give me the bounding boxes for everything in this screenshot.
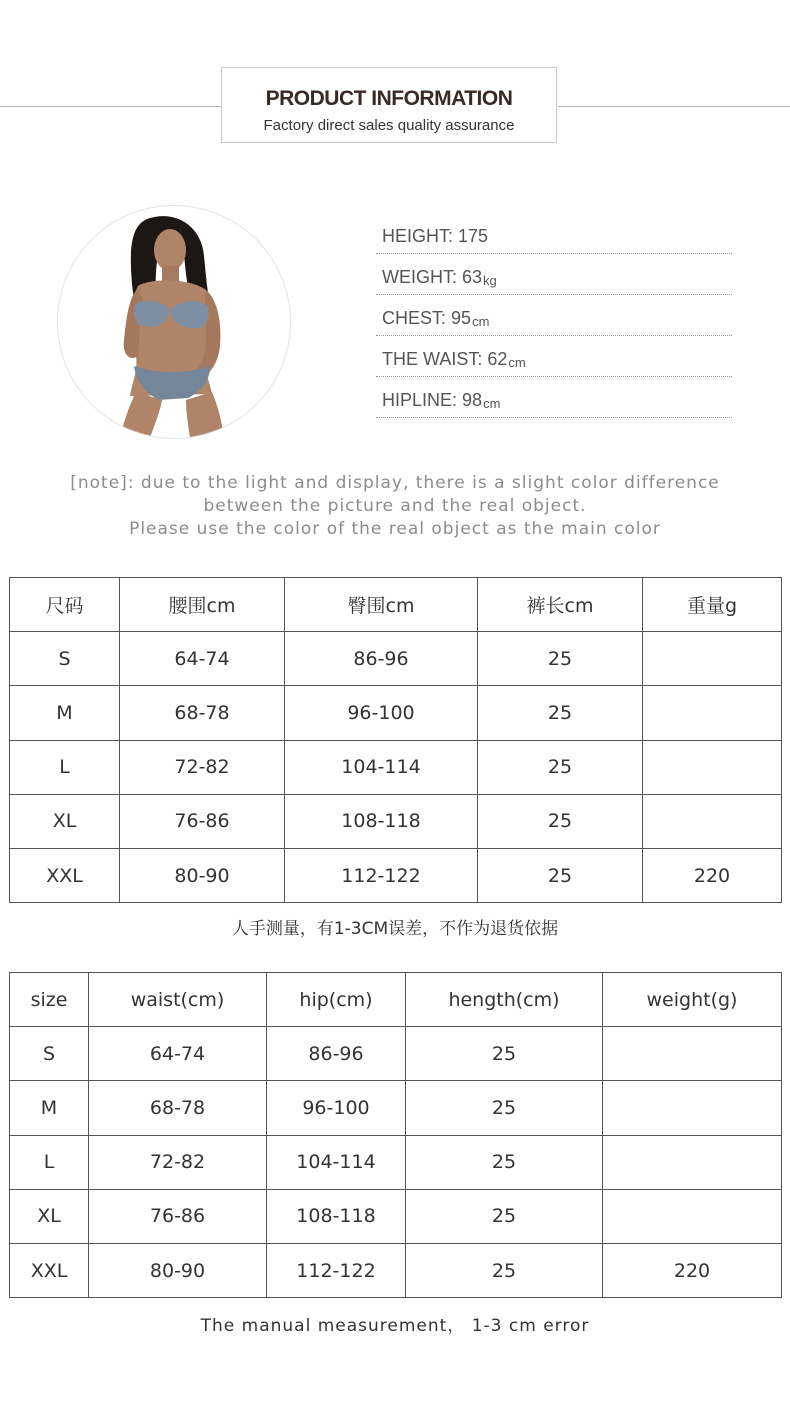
- stat-value: 98: [462, 390, 483, 410]
- header-cell: size: [10, 973, 89, 1027]
- table-cell: XXL: [10, 848, 120, 902]
- table-cell: 25: [406, 1189, 603, 1243]
- table-cell: 64-74: [120, 632, 285, 686]
- stat-label: HEIGHT:: [382, 226, 454, 246]
- table-cell: 25: [406, 1027, 603, 1081]
- note-line: [note]: due to the light and display, there is a slight color difference: [70, 473, 720, 493]
- page-title: PRODUCT INFORMATION: [265, 87, 513, 110]
- table-cell: 86-96: [267, 1027, 406, 1081]
- table-cell: [643, 740, 782, 794]
- table-cell: 104-114: [267, 1135, 406, 1189]
- table-cell: XL: [10, 794, 120, 848]
- header-cell: 重量g: [643, 578, 782, 632]
- table-cell: 76-86: [120, 794, 285, 848]
- table-row: [10, 1135, 782, 1189]
- table-cell: [603, 1135, 782, 1189]
- stat-label: WEIGHT:: [382, 267, 457, 287]
- stat-unit: cm: [472, 314, 490, 329]
- table-cell: 220: [643, 848, 782, 902]
- table-cell: 96-100: [267, 1081, 406, 1135]
- table-cell: 64-74: [89, 1027, 267, 1081]
- note-line: Please use the color of the real object as the main color: [129, 519, 661, 539]
- table-cell: M: [10, 686, 120, 740]
- header-divider-left: [0, 106, 222, 107]
- table-cell: [603, 1189, 782, 1243]
- table-cell: 80-90: [120, 848, 285, 902]
- header-cell: 裤长cm: [478, 578, 643, 632]
- table-cell: 108-118: [285, 794, 478, 848]
- table-cell: S: [10, 632, 120, 686]
- table-cell: [603, 1027, 782, 1081]
- model-stats: [376, 213, 732, 418]
- stat-label: HIPLINE:: [382, 390, 458, 410]
- table-cell: XXL: [10, 1243, 89, 1297]
- table-cell: 112-122: [267, 1243, 406, 1297]
- stat-unit: cm: [508, 355, 526, 370]
- table-cell: 220: [603, 1243, 782, 1297]
- size-table-en: [9, 972, 782, 1298]
- header-cell: waist(cm): [89, 973, 267, 1027]
- table-cell: 25: [406, 1135, 603, 1189]
- stat-value: 95: [451, 308, 472, 328]
- table-row: [10, 740, 782, 794]
- table-caption-cn: 人手测量，有1-3CM误差，不作为退货依据: [231, 919, 559, 939]
- header-cell: hip(cm): [267, 973, 406, 1027]
- table-cell: 68-78: [89, 1081, 267, 1135]
- stat-chest: [376, 295, 732, 336]
- stat-unit: kg: [483, 273, 497, 288]
- table-row: [10, 1243, 782, 1297]
- table-cell: L: [10, 740, 120, 794]
- header-cell: 臀围cm: [285, 578, 478, 632]
- table-cell: 25: [478, 740, 643, 794]
- table-header-row: [10, 973, 782, 1027]
- table-cell: XL: [10, 1189, 89, 1243]
- table-cell: 25: [478, 794, 643, 848]
- table-cell: S: [10, 1027, 89, 1081]
- table-cell: 25: [406, 1081, 603, 1135]
- stat-hipline: [376, 377, 732, 418]
- table-row: [10, 1027, 782, 1081]
- table-cell: M: [10, 1081, 89, 1135]
- size-table-cn: [9, 577, 782, 903]
- table-cell: 68-78: [120, 686, 285, 740]
- table-cell: 96-100: [285, 686, 478, 740]
- stat-label: CHEST:: [382, 308, 447, 328]
- table-cell: 72-82: [120, 740, 285, 794]
- header-cell: hength(cm): [406, 973, 603, 1027]
- table-cell: 76-86: [89, 1189, 267, 1243]
- table-cell: 25: [478, 632, 643, 686]
- model-photo: [57, 205, 291, 439]
- table-cell: [643, 794, 782, 848]
- table-cell: 108-118: [267, 1189, 406, 1243]
- table-cell: L: [10, 1135, 89, 1189]
- header-cell: weight(g): [603, 973, 782, 1027]
- table-cell: 25: [478, 848, 643, 902]
- table-cell: 112-122: [285, 848, 478, 902]
- table-cell: 104-114: [285, 740, 478, 794]
- table-cell: 25: [406, 1243, 603, 1297]
- product-info-header: [221, 67, 557, 143]
- table-cell: [603, 1081, 782, 1135]
- stat-weight: [376, 254, 732, 295]
- stat-value: 62: [487, 349, 508, 369]
- table-cell: 72-82: [89, 1135, 267, 1189]
- header-divider-right: [558, 106, 790, 107]
- table-row: [10, 632, 782, 686]
- page-subtitle: Factory direct sales quality assurance: [263, 117, 515, 134]
- stat-height: [376, 213, 732, 254]
- header-cell: 尺码: [10, 578, 120, 632]
- stat-value: 63: [462, 267, 483, 287]
- color-note: [0, 472, 790, 541]
- header-cell: 腰围cm: [120, 578, 285, 632]
- table-row: [10, 794, 782, 848]
- stat-unit: cm: [483, 396, 501, 411]
- table-cell: 80-90: [89, 1243, 267, 1297]
- table-cell: [643, 632, 782, 686]
- table-header-row: [10, 578, 782, 632]
- table-cell: 25: [478, 686, 643, 740]
- table-row: [10, 686, 782, 740]
- table-row: [10, 1189, 782, 1243]
- stat-waist: [376, 336, 732, 377]
- stat-label: THE WAIST:: [382, 349, 483, 369]
- stat-value: 175: [458, 226, 489, 246]
- table-caption-en: The manual measurement， 1-3 cm error: [200, 1316, 590, 1336]
- table-row: [10, 1081, 782, 1135]
- table-cell: [643, 686, 782, 740]
- note-line: between the picture and the real object.: [203, 496, 587, 516]
- table-cell: 86-96: [285, 632, 478, 686]
- table-row: [10, 848, 782, 902]
